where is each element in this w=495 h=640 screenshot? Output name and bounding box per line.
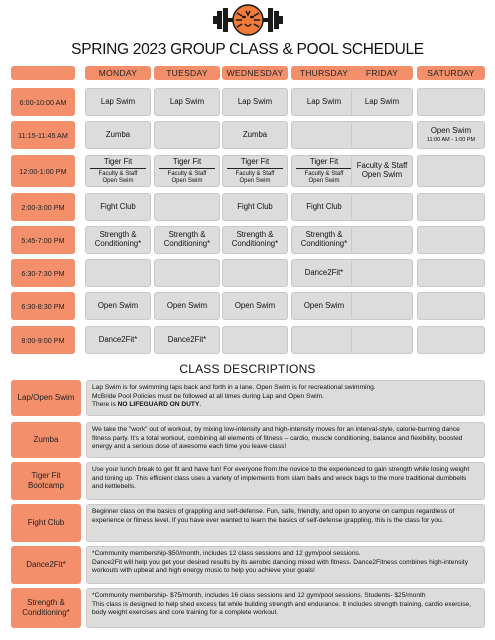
class-cell bbox=[154, 259, 220, 287]
time-slot-label bbox=[11, 155, 75, 187]
notice-emphasis: NO LIFEGUARD ON DUTY bbox=[117, 401, 200, 409]
description-paragraph: *Community membership- $75/month, includes 16 class sessions and 12 gym/pool sessions. Students- $25/month bbox=[92, 592, 426, 599]
day-header-label: MONDAY bbox=[98, 68, 138, 78]
class-cell bbox=[154, 226, 220, 254]
time-slot-text: 12:00-1:00 PM bbox=[19, 166, 67, 176]
class-name: Tiger Fit bbox=[103, 156, 133, 166]
class-name: Dance2Fit* bbox=[98, 334, 138, 344]
class-cell bbox=[154, 121, 220, 149]
class-divider bbox=[227, 168, 282, 170]
description-paragraph: We take the "work" out of workout, by mixing low-intensity and high-intensity moves for an interval-style, calorie-burning dance fitness party. It's a total workout, combining all elements of fitness – cardio, muscle conditioning, balance and flexibility, boosted energy and a serious dose of awesome each time you leave class! bbox=[92, 426, 463, 451]
class-cell bbox=[291, 155, 357, 187]
time-slot-label bbox=[11, 226, 75, 254]
class-cell bbox=[222, 88, 288, 116]
page-title: SPRING 2023 GROUP CLASS & POOL SCHEDULE bbox=[71, 41, 424, 58]
class-name: Fight Club bbox=[100, 201, 136, 211]
class-description-text bbox=[86, 504, 485, 542]
class-name: Open Swim bbox=[430, 125, 472, 135]
class-cell bbox=[351, 292, 413, 320]
class-name: Open Swim bbox=[166, 300, 208, 310]
class-name: Lap Swim bbox=[306, 96, 342, 106]
description-paragraph: Beginner class on the basics of grappling and self-defense. Fun, safe, friendly, and open to anyone on campus regardless of experience or fitness level. If you have ever wanted to learn the basics of self-defense grappling, this is the class for you. bbox=[92, 508, 455, 524]
class-name: Tiger Fit bbox=[172, 156, 202, 166]
class-name: Faculty & Staff Open Swim bbox=[356, 161, 408, 179]
class-description-text bbox=[86, 588, 485, 628]
class-cell bbox=[85, 193, 151, 221]
class-name: Tiger Fit bbox=[240, 156, 270, 166]
class-description-text bbox=[86, 422, 485, 458]
time-slot-label bbox=[11, 259, 75, 287]
lifeguard-notice bbox=[92, 401, 479, 410]
day-header-label: THURSDAY bbox=[299, 68, 349, 78]
class-cell bbox=[222, 326, 288, 354]
class-cell bbox=[85, 292, 151, 320]
class-cell bbox=[417, 292, 485, 320]
class-name: Strength & Conditioning* bbox=[163, 230, 211, 248]
time-slot-text: 6:30-7:30 PM bbox=[21, 268, 65, 278]
class-cell bbox=[417, 155, 485, 187]
class-name: Zumba bbox=[242, 129, 268, 139]
class-description-label: Strength & Conditioning* bbox=[11, 588, 81, 628]
time-slot-text: 11:15-11:45 AM bbox=[18, 130, 68, 140]
class-name: Lap Swim bbox=[237, 96, 273, 106]
day-header-label: FRIDAY bbox=[365, 68, 399, 78]
class-name: Open Swim bbox=[234, 300, 276, 310]
day-header bbox=[222, 66, 288, 80]
class-cell bbox=[417, 226, 485, 254]
class-name: Open Swim bbox=[303, 300, 345, 310]
class-cell bbox=[154, 193, 220, 221]
class-name: Tiger Fit bbox=[309, 156, 339, 166]
class-cell bbox=[85, 121, 151, 149]
class-name: Lap Swim bbox=[100, 96, 136, 106]
class-cell bbox=[291, 326, 357, 354]
class-subtitle: Faculty & Staff Open Swim bbox=[98, 171, 138, 184]
time-slot-text: 8:00-9:00 PM bbox=[21, 335, 65, 345]
class-cell bbox=[351, 326, 413, 354]
tiger-dumbbell-logo bbox=[211, 3, 285, 37]
class-name: Open Swim bbox=[97, 300, 139, 310]
class-name: Zumba bbox=[105, 129, 131, 139]
class-cell bbox=[85, 88, 151, 116]
class-cell bbox=[222, 193, 288, 221]
description-paragraph: This class is designed to help shed excess fat while building strength and endurance. It includes strength training, cardio exercise, body weight exercises and core training for a complete workout. bbox=[92, 600, 471, 617]
time-slot-label bbox=[11, 292, 75, 320]
class-description-label: Tiger Fit Bootcamp bbox=[11, 462, 81, 500]
class-cell bbox=[222, 121, 288, 149]
class-name: Fight Club bbox=[306, 201, 342, 211]
class-name: Strength & Conditioning* bbox=[300, 230, 348, 248]
class-cell bbox=[417, 88, 485, 116]
day-header bbox=[351, 66, 413, 80]
class-divider bbox=[90, 168, 145, 170]
class-subtitle: Faculty & Staff Open Swim bbox=[167, 171, 207, 184]
day-header-label: SATURDAY bbox=[427, 68, 475, 78]
time-slot-label bbox=[11, 193, 75, 221]
day-header bbox=[154, 66, 220, 80]
class-description-label: Zumba bbox=[11, 422, 81, 458]
time-slot-label bbox=[11, 326, 75, 354]
day-header bbox=[85, 66, 151, 80]
time-slot-text: 2:00-3:00 PM bbox=[21, 202, 65, 212]
class-cell bbox=[154, 326, 220, 354]
notice-suffix: . bbox=[199, 401, 202, 409]
day-header bbox=[417, 66, 485, 80]
class-cell bbox=[222, 259, 288, 287]
class-cell bbox=[154, 155, 220, 187]
description-paragraph: Dance2Fit will help you get your desired results by its aerobic dancing mixed with fitness. Dance2Fitness combines high-intensity workouts with upbeat and high energy music to help you achieve your goals! bbox=[92, 558, 469, 575]
class-name: Dance2Fit* bbox=[167, 334, 207, 344]
class-cell bbox=[291, 292, 357, 320]
class-name: Dance2Fit* bbox=[304, 267, 344, 277]
class-name: Fight Club bbox=[237, 201, 273, 211]
class-descriptions-heading: CLASS DESCRIPTIONS bbox=[179, 362, 316, 376]
class-cell bbox=[351, 121, 413, 149]
class-cell bbox=[291, 226, 357, 254]
day-header-label: TUESDAY bbox=[166, 68, 208, 78]
class-cell bbox=[417, 259, 485, 287]
class-description-label: Lap/Open Swim bbox=[11, 380, 81, 416]
class-cell bbox=[291, 121, 357, 149]
class-cell bbox=[222, 155, 288, 187]
class-description-label: Dance2Fit* bbox=[11, 546, 81, 584]
class-subtitle: 11:00 AM - 1:00 PM bbox=[426, 136, 476, 143]
class-description-text bbox=[86, 546, 485, 584]
time-slot-label bbox=[11, 88, 75, 116]
class-cell bbox=[351, 259, 413, 287]
class-cell bbox=[291, 193, 357, 221]
class-cell bbox=[85, 155, 151, 187]
class-cell bbox=[351, 88, 413, 116]
description-paragraph: McBride Pool Policies must be followed at all times during Lap and Open Swim. bbox=[92, 392, 324, 400]
description-paragraph: *Community membership-$50/month, includes 12 class sessions and 12 gym/pool sessions. bbox=[92, 550, 361, 557]
class-name: Lap Swim bbox=[364, 96, 400, 106]
schedule-corner-header bbox=[11, 66, 75, 80]
class-cell bbox=[222, 226, 288, 254]
class-cell bbox=[417, 121, 485, 149]
time-slot-text: 5:45-7:00 PM bbox=[21, 235, 65, 245]
class-name: Strength & Conditioning* bbox=[94, 230, 142, 248]
description-paragraph: Use your lunch break to get fit and have fun! For everyone from the novice to the experienced to gain strength while losing weight and toning up. This efficient class uses a variety of implements from slam balls and wreck bags to the more traditional dumbbells and kettlebells. bbox=[92, 466, 470, 491]
class-cell bbox=[85, 326, 151, 354]
class-name: Strength & Conditioning* bbox=[231, 230, 279, 248]
class-description-text bbox=[86, 462, 485, 500]
class-cell bbox=[154, 292, 220, 320]
day-header bbox=[291, 66, 357, 80]
class-name: Lap Swim bbox=[169, 96, 205, 106]
class-cell bbox=[417, 326, 485, 354]
class-description-label: Fight Club bbox=[11, 504, 81, 542]
class-cell bbox=[291, 88, 357, 116]
time-slot-text: 6:30-8:30 PM bbox=[21, 301, 65, 311]
class-cell bbox=[222, 292, 288, 320]
class-cell bbox=[417, 193, 485, 221]
notice-prefix: There is bbox=[92, 401, 118, 409]
class-divider bbox=[159, 168, 214, 170]
class-cell bbox=[351, 226, 413, 254]
class-description-text bbox=[86, 380, 485, 416]
class-divider bbox=[296, 168, 351, 170]
day-header-label: WEDNESDAY bbox=[226, 68, 284, 78]
class-cell bbox=[351, 193, 413, 221]
class-subtitle: Faculty & Staff Open Swim bbox=[304, 171, 344, 184]
class-cell bbox=[85, 226, 151, 254]
description-paragraph: Lap Swim is for swimming laps back and forth in a lane. Open Swim is for recreational swimming. bbox=[92, 384, 376, 391]
time-slot-label bbox=[11, 121, 75, 149]
class-cell bbox=[154, 88, 220, 116]
class-cell bbox=[85, 259, 151, 287]
class-subtitle: Faculty & Staff Open Swim bbox=[235, 171, 275, 184]
class-cell bbox=[291, 259, 357, 287]
class-cell bbox=[351, 155, 413, 187]
time-slot-text: 6:00-10:00 AM bbox=[19, 97, 67, 107]
